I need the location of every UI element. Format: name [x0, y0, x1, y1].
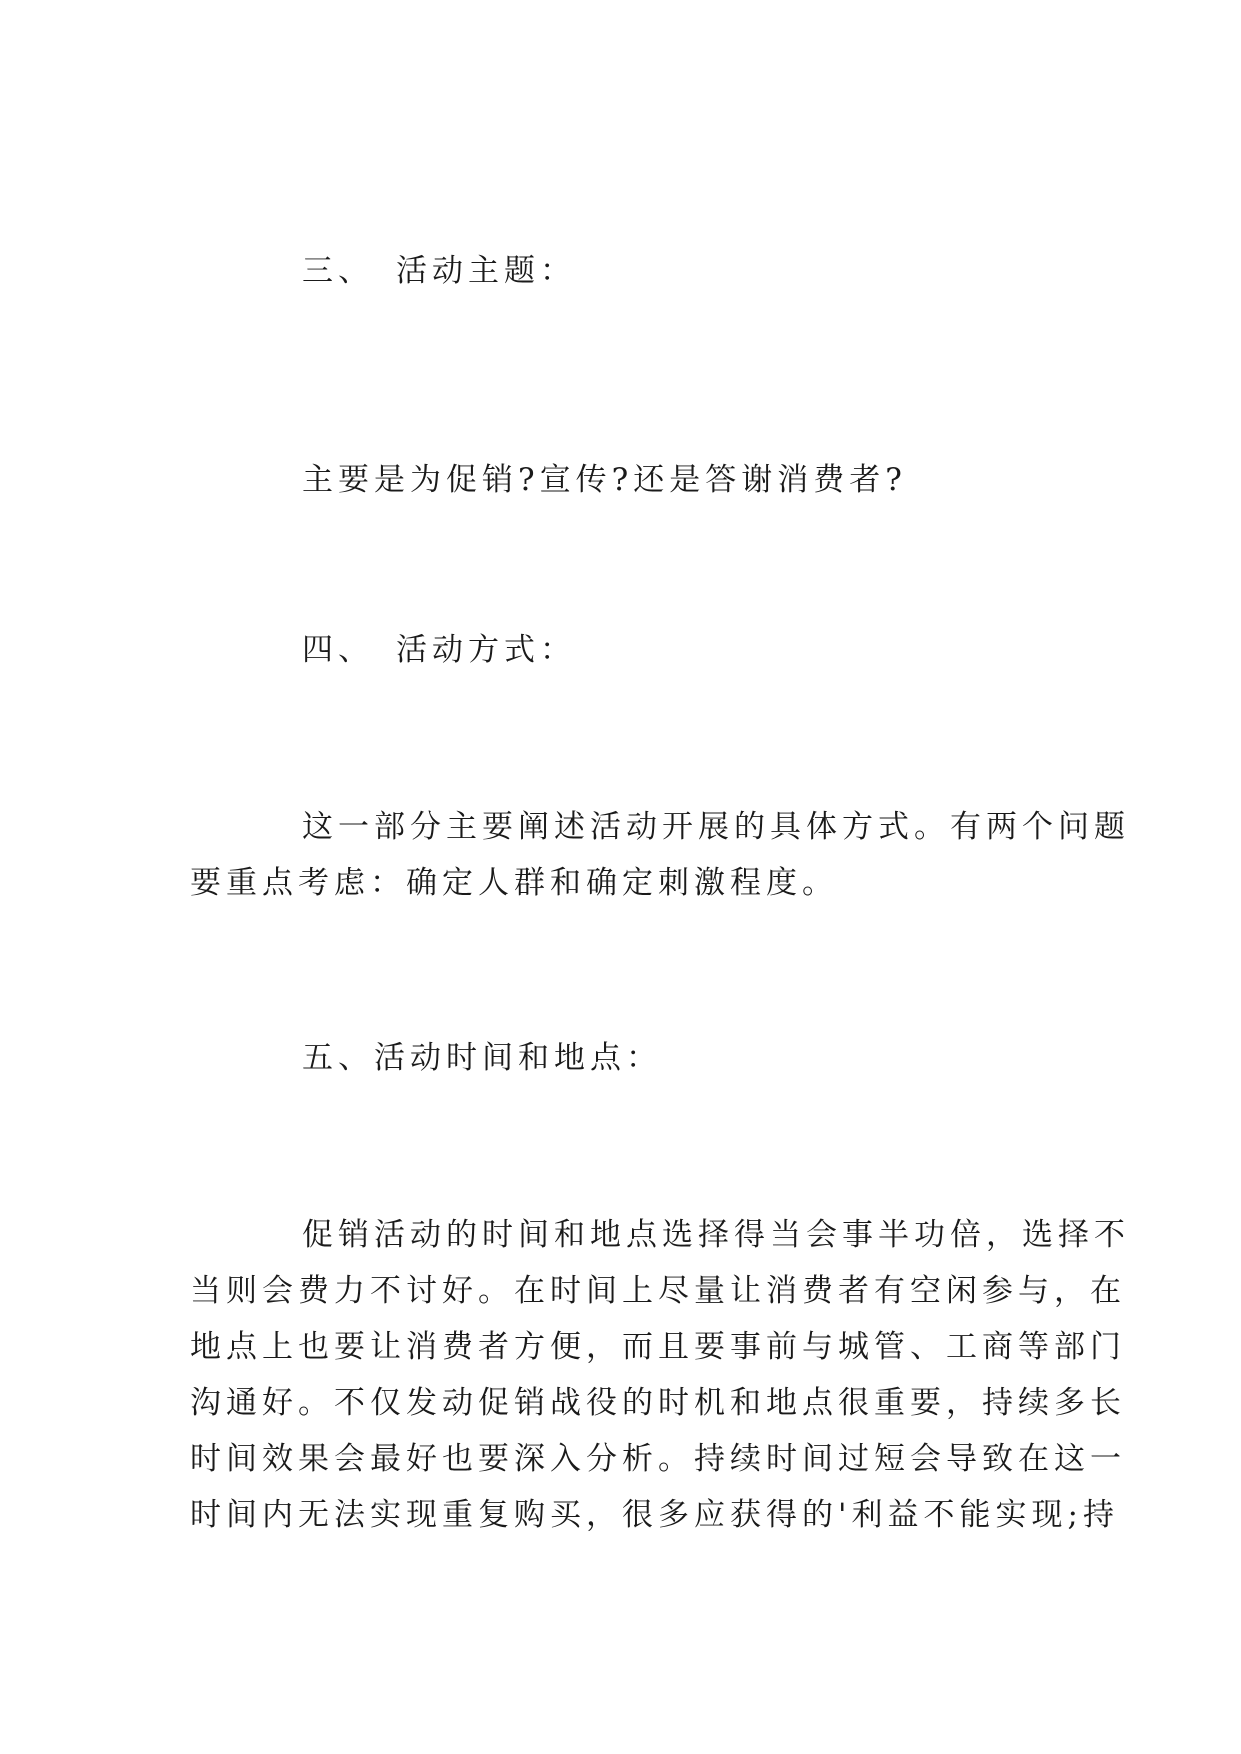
section-heading-theme	[302, 253, 576, 289]
section-title: 活动主题：	[396, 253, 576, 289]
paragraph-time-place-line-3: 地点上也要让消费者方便，而且要事前与城管、工商等部门	[190, 1329, 1126, 1365]
paragraph-method-line-2: 要重点考虑：确定人群和确定刺激程度。	[190, 865, 838, 901]
paragraph-time-place-line-6: 时间内无法实现重复购买，很多应获得的'利益不能实现;持	[190, 1497, 1119, 1533]
section-title: 活动方式：	[396, 632, 576, 668]
paragraph-time-place-line-1: 促销活动的时间和地点选择得当会事半功倍，选择不	[302, 1217, 1130, 1253]
paragraph-theme: 主要是为促销?宣传?还是答谢消费者?	[302, 462, 907, 498]
paragraph-time-place-line-2: 当则会费力不讨好。在时间上尽量让消费者有空闲参与，在	[190, 1273, 1126, 1309]
section-number: 四、	[302, 632, 374, 668]
section-number: 三、	[302, 253, 374, 289]
paragraph-time-place-line-4: 沟通好。不仅发动促销战役的时机和地点很重要，持续多长	[190, 1385, 1126, 1421]
section-heading-time-place: 五、活动时间和地点：	[302, 1040, 662, 1076]
paragraph-method-line-1: 这一部分主要阐述活动开展的具体方式。有两个问题	[302, 809, 1130, 845]
paragraph-time-place-line-5: 时间效果会最好也要深入分析。持续时间过短会导致在这一	[190, 1441, 1126, 1477]
section-heading-method	[302, 632, 576, 668]
